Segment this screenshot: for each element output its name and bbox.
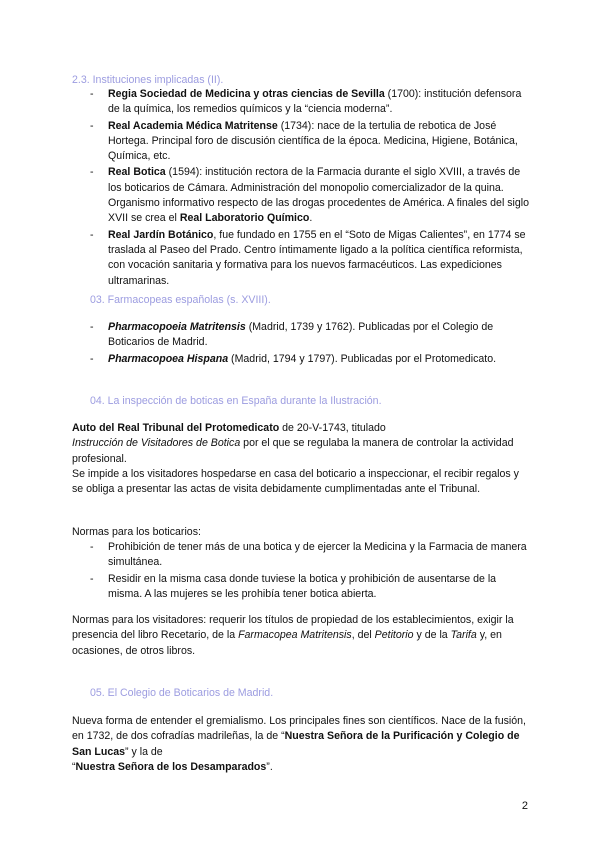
page-number: 2 (521, 800, 528, 812)
section-03-list (90, 320, 530, 368)
normas-boticarios-list (90, 540, 530, 603)
list-item: - Real Botica (1594): institución rectora de la Farmacia durante el siglo XVIII, a través de los boticarios de Cámara. Administración del monopolio comercializador de la quina. Organismo informativo respecto de las drogas procedentes de América. A finales del siglo XVII se crea el Real Laboratorio Químico. (90, 165, 530, 226)
list-item: - Residir en la misma casa donde tuviese la botica y prohibición de ausentarse de la misma. A las mujeres se les prohibía tener botica abierta. (90, 572, 530, 603)
section-23-list (90, 87, 530, 290)
list-item: - Pharmacopoea Hispana (Madrid, 1794 y 1797). Publicadas por el Protomedicato. (90, 352, 530, 367)
list-item: - Regia Sociedad de Medicina y otras ciencias de Sevilla (1700): institución defensora de la química, los remedios químicos y la “ciencia moderna”. (90, 87, 530, 118)
colegio-paragraph: Nueva forma de entender el gremialismo. Los principales fines son científicos. Nace de la fusión, en 1732, de dos cofradías madrileñas, la de “Nuestra Señora de la Purificación y Colegio de San Lucas” y la de “Nuestra Señora de los Desamparados”. (72, 715, 527, 773)
list-item: - Prohibición de tener más de una botica y de ejercer la Medicina y la Farmacia de manera simultánea. (90, 540, 530, 571)
section-23-heading: 2.3. Instituciones implicadas (II). (72, 74, 224, 86)
normas-visitadores-paragraph: Normas para los visitadores: requerir los títulos de propiedad de los establecimientos, exigir la presencia del libro Recetario, de la Farmacopea Matritensis, del Petitorio y de la Tarifa y, en ocasiones, de otros libros. (72, 614, 514, 657)
list-item: - Pharmacopoeia Matritensis (Madrid, 1739 y 1762). Publicadas por el Colegio de Boticarios de Madrid. (90, 320, 530, 351)
section-05-heading: 05. El Colegio de Boticarios de Madrid. (90, 687, 274, 699)
section-03-heading: 03. Farmacopeas españolas (s. XVIII). (90, 294, 271, 306)
list-item: - Real Jardín Botánico, fue fundado en 1755 en el “Soto de Migas Calientes”, en 1774 se traslada al Paseo del Prado. Centro íntimamente ligado a la política científica reformista, con vocación sanitaria y formativa para los nuevos farmacéuticos. Las expediciones ultramarinas. (90, 228, 530, 289)
auto-paragraph: Auto del Real Tribunal del Protomedicato de 20-V-1743, titulado Instrucción de Visitadores de Botica por el que se regulaba la manera de controlar la actividad profesional. Se impide a los visitadores hospedarse en casa del boticario a inspeccionar, el recibir regalos y se obliga a presentar las actas de visita debidamente cumplimentadas ante el Tribunal. (72, 422, 519, 496)
list-item: - Real Academia Médica Matritense (1734): nace de la tertulia de rebotica de José Hortega. Principal foro de discusión científica de la época. Medicina, Higiene, Botánica, Química, etc. (90, 119, 530, 165)
normas-boticarios-title: Normas para los boticarios: (72, 526, 201, 538)
section-04-heading: 04. La inspección de boticas en España durante la Ilustración. (90, 395, 382, 407)
